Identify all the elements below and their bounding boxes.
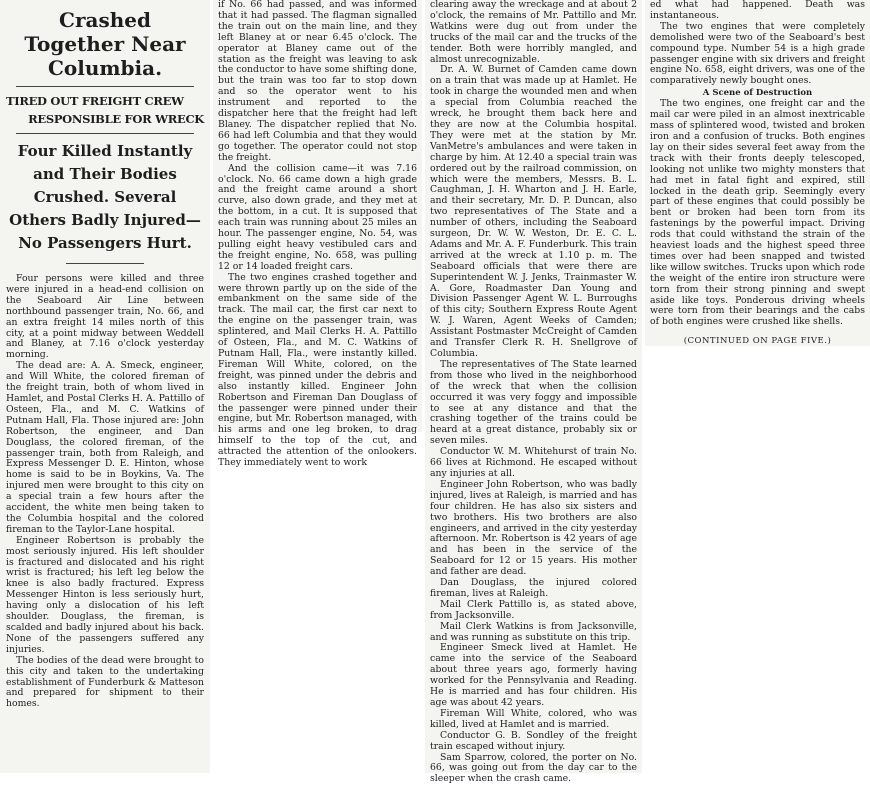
paragraph: Mail Clerk Watkins is from Jacksonville, and was running as substitute on this trip. (430, 620, 637, 643)
paragraph: The dead are: A. A. Smeck, engineer, and Will White, the colored fireman of the freight train, both of whom lived in Hamlet, and Postal Clerks H. A. Pattillo of Osteen, Fla., and M. C. Watkins of Putnam Hall, Fla. Those injured are: John Robertson, the engineer, and Dan Douglass, the colored fireman, of the passenger train, both from Raleigh, and Express Messenger D. E. Hinton, whose home is said to be in Boykins, Va. The injured men were brought to this city on a special train a few hours after the accident, the white men being taken to the Columbia hospital and the colored fireman to the Taylor-Lane hospital. (6, 360, 204, 535)
subhead-line-1: TIRED OUT FREIGHT CREW (6, 94, 184, 108)
article-column-3 (425, 0, 642, 785)
paragraph: clearing away the wreckage and at about 2 o'clock, the remains of Mr. Pattillo and Mr. Watkins were dug out from under the trucks of the mail car and the trucks of the tender. Both were horribly mangled, and almost unrecognizable. (430, 0, 637, 65)
paragraph: The two engines, one freight car and the mail car were piled in an almost inextricable mass of splintered wood, twisted and broken iron and a confusion of trucks. Both engines lay on their sides several feet away from the track with their fronts deeply telescoped, looking not unlike two mighty monsters that had met in fatal fight and expired, still locked in the death grip. Seemingly every part of these engines that could possibly be bent or broken had been torn from its fastenings by the powerful impact. Driving rods that could withstand the strain of the heaviest loads and the highest speed three times over had been snapped and twisted like willow switches. Trucks upon which rode the weight of the entire iron structure were torn from their strong pinning and swept aside like toys. Ponderous driving wheels were torn from their bearings and the cabs of both engines were crushed like shells. (650, 98, 865, 328)
article-column-4 (645, 0, 870, 346)
paragraph: Conductor G. B. Sondley of the freight train escaped without injury. (430, 729, 637, 752)
paragraph: Four persons were killed and three were injured in a head-end collision on the Seaboard Air Line between northbound passenger train, No. 66, and an extra freight 14 miles north of this city, at a point midway between Weddell and Blaney, at 7.16 o'clock yesterday morning. (6, 273, 204, 361)
section-subheading: A Scene of Destruction (702, 88, 813, 99)
paragraph: The bodies of the dead were brought to this city and taken to the undertaking establishment of Funderburk & Matteson and prepared for shipment to their homes. (6, 654, 204, 710)
paragraph: Engineer John Robertson, who was badly injured, lives at Raleigh, is married and has four children. He has also six sisters and two brothers. His two brothers are also engineers, and arrived in the city yesterday afternoon. Mr. Robertson is 42 years of age and has been in the service of the Seaboard for 12 or 15 years. His mother and father are dead. (430, 478, 637, 578)
paragraph: Fireman Will White, colored, who was killed, lived at Hamlet and is married. (430, 707, 637, 730)
article-column-1 (0, 0, 210, 773)
subhead-line-2: RESPONSIBLE FOR WRECK (28, 112, 204, 126)
paragraph: if No. 66 had passed, and was informed that it had passed. The flagman signalled the train out on the main line, and they left Blaney at or near 6.45 o'clock. The operator at Blaney came out of the station as the freight was leaving to ask the conductor to have some shifting done, but the train was too far to stop down and so the operator went to his instrument and reported to the dispatcher here that the freight had left Blaney. The dispatcher replied that No. 66 had left Columbia and that they would go together. The operator could not stop the freight. (218, 0, 417, 163)
divider (16, 86, 194, 87)
divider (16, 133, 194, 134)
paragraph: Conductor W. M. Whitehurst of train No. 66 lives at Richmond. He escaped without any injuries at all. (430, 446, 637, 479)
paragraph: Engineer Robertson is probably the most seriously injured. His left shoulder is fractured and dislocated and his right wrist is fractured; his left leg below the knee is also badly fractured. Express Messenger Hinton is less seriously hurt, having only a dislocation of his left shoulder. Douglass, the fireman, is scalded and badly injured about his back. None of the passengers suffered any injuries. (6, 534, 204, 655)
deck: Four Killed Instantly and Their Bodies Crushed. Several Others Badly Injured—No Passengers Hurt. (9, 142, 201, 252)
divider (66, 263, 144, 264)
paragraph: And the collision came—it was 7.16 o'clock. No. 66 came down a high grade and the freight came around a short curve, also down grade, and they met at the bottom, in a cut. It is supposed that each train was running about 25 miles an hour. The passenger engine, No. 54, was pulling eight heavy vestibuled cars and the freight engine, No. 658, was pulling 12 or 14 loaded freight cars. (218, 162, 417, 272)
paragraph: The two engines crashed together and were thrown partly up on the side of the embankment on the same side of the track. The mail car, the first car next to the engine on the passenger train, was splintered, and Mail Clerks H. A. Pattillo of Osteen, Fla., and M. C. Watkins of Putnam Hall, Fla., were instantly killed. Fireman Will White, colored, on the freight, was pinned under the debris and also instantly killed. Engineer John Robertson and Fireman Dan Douglass of the passenger were pinned under their engine, but Mr. Robertson managed, with his arms and one leg broken, to drag himself to the top of the cut, and attracted the attention of the onlookers. They immediately went to work (218, 271, 417, 469)
paragraph: The two engines that were completely demolished were two of the Seaboard's best compound type. Number 54 is a high grade passenger engine with six drivers and freight engine No. 658, eight drivers, was one of the comparatively newly bought ones. (650, 20, 865, 87)
article-column-2 (213, 0, 422, 469)
paragraph: Engineer Smeck lived at Hamlet. He came into the service of the Seaboard about three years ago, formerly having worked for the Pennsylvania and Reading. He is married and has four children. His age was about 42 years. (430, 642, 637, 708)
paragraph: Sam Sparrow, colored, the porter on No. 66, was going out from the day car to the sleeper when the crash came. (430, 751, 637, 785)
paragraph: Mail Clerk Pattillo is, as stated above, from Jacksonville. (430, 598, 637, 621)
paragraph: Dan Douglass, the injured colored fireman, lives at Raleigh. (430, 577, 637, 599)
paragraph: ed what had happened. Death was instantaneous. (650, 0, 865, 21)
paragraph: Dr. A. W. Burnet of Camden came down on a train that was made up at Hamlet. He took in charge the wounded men and when a special from Columbia reached the wreck, he brought them back here and they are now at the Columbia hospital. They were met at the station by Mr. VanMetre's ambulances and were taken in charge by him. At 12.40 a special train was ordered out by the railroad commission, on which were the members, Messrs. B. L. Caughman, J. H. Wharton and J. H. Earle, and their secretary, Mr. D. P. Duncan, also two representatives of The State and a number of others, including the Seaboard surgeon, Dr. W. W. Weston, Dr. E. C. L. Adams and Mr. A. F. Funderburk. This train arrived at the wreck at 1.10 p. m. The Seaboard officials that were there are Superintendent W. J. Jenks, Trainmaster W. A. Gore, Roadmaster Dan Young and Division Passenger Agent W. L. Burroughs of this city; Southern Express Route Agent W. J. Waren, Agent Weeks of Camden; Assistant Postmaster McCreight of Camden and Transfer Clerk R. H. Snellgrove of Columbia. (430, 64, 637, 359)
paragraph: The representatives of The State learned from those who lived in the neighborhood of the wreck that when the collision occurred it was very foggy and impossible to see at any distance and that the crashing together of the trains could be heard at a great distance, probably six or seven miles. (430, 358, 637, 447)
continued-note: (CONTINUED ON PAGE FIVE.) (683, 336, 832, 347)
headline: Crashed Together Near Columbia. (24, 8, 186, 80)
